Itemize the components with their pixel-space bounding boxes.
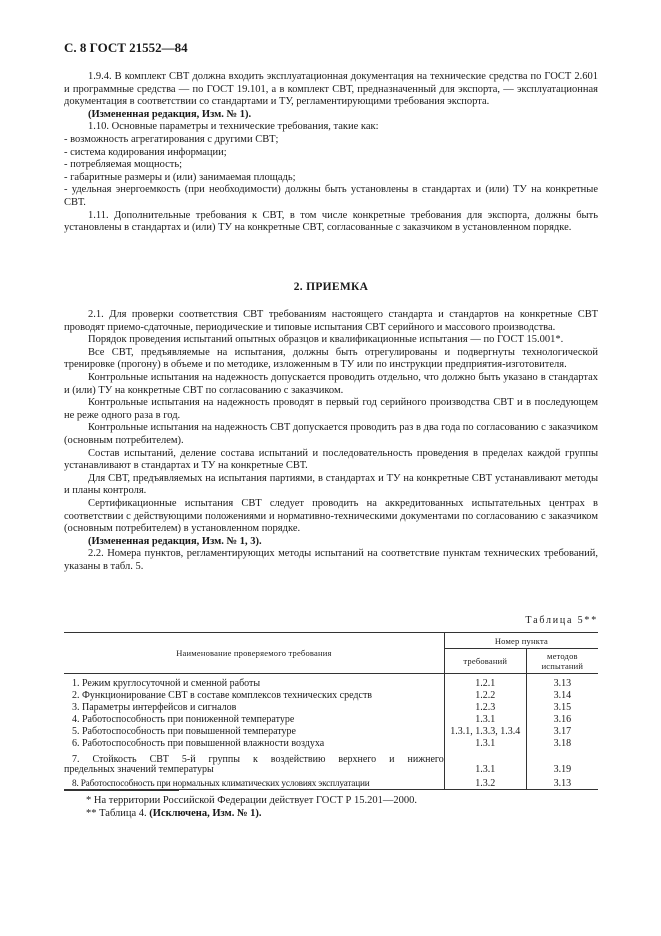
table-row: [64, 726, 598, 738]
row-requirement: 1.2.3: [444, 702, 526, 714]
row-requirement: 1.3.1: [444, 750, 526, 776]
row-method: 3.14: [526, 690, 598, 702]
paragraph-2-2: 2.2. Номера пунктов, регламентирующих методы испытаний на соответствие пунктам технических требований, указаны в табл. 5.: [64, 548, 598, 572]
row-name: 8. Работоспособность при нормальных климатических условиях эксплуатации: [64, 776, 444, 790]
table-caption: Таблица 5**: [525, 615, 598, 626]
row-name: 2. Функционирование СВТ в составе комплексов технических средств: [72, 690, 373, 701]
requirements-table: [64, 632, 598, 790]
row-method: 3.17: [526, 726, 598, 738]
paragraph-reliability-3: Контрольные испытания на надежность СВТ допускается проводить раз в два года по согласованию с заказчиком (основным потребителем).: [64, 422, 598, 446]
amendment-note: (Измененная редакция, Изм. № 1, 3).: [88, 535, 262, 547]
row-method: 3.18: [526, 738, 598, 750]
paragraph-certification: Сертификационные испытания СВТ следует проводить на аккредитованных испытательных центрах в соответствии с действующими положениями и нормативно-техническими документами по согласованию с заказчиком (основным потребителем) в установленном порядке.: [64, 497, 598, 535]
footnote-1: * На территории Российской Федерации действует ГОСТ Р 15.201—2000.: [86, 795, 417, 806]
row-name: [64, 750, 444, 776]
paragraph-reliability-1: Контрольные испытания на надежность допускается проводить отдельно, что должно быть указано в стандартах и (или) ТУ на конкретные СВТ по согласованию с заказчиком.: [64, 371, 598, 396]
row-method: 3.13: [526, 776, 598, 790]
row-method: 3.19: [526, 750, 598, 776]
row-name-line1: 7. Стойкость СВТ 5-й группы к воздействию верхнего и нижнего: [72, 753, 444, 765]
list-item: - система кодирования информации;: [64, 146, 227, 158]
row-requirement: 1.2.2: [444, 690, 526, 702]
footnote-2-note: (Исключена, Изм. № 1).: [149, 807, 262, 819]
row-method: 3.15: [526, 702, 598, 714]
footnote-2-text: ** Таблица 4.: [86, 807, 150, 819]
column-header-methods: [526, 649, 598, 674]
amendment-note: (Измененная редакция, Изм. № 1).: [88, 108, 252, 120]
row-name-line2: предельных значений температуры: [64, 764, 214, 775]
row-name: 3. Параметры интерфейсов и сигналов: [72, 702, 237, 713]
row-requirement: 1.3.1: [444, 738, 526, 750]
list-item: - возможность агрегатирования с другими СВТ;: [64, 133, 279, 145]
paragraph-all-equipment: Все СВТ, предъявляемые на испытания, должны быть отрегулированы и подвергнуты технологической тренировке (прогону) в объеме и по методике, изложенным в ТУ или по инструкции предприятия-изготовителя.: [64, 346, 598, 371]
row-requirement: 1.3.1: [444, 714, 526, 726]
row-name: 1. Режим круглосуточной и сменной работы: [72, 678, 261, 689]
column-group-header: Номер пункта: [444, 633, 598, 649]
table-row: [64, 776, 598, 790]
paragraph-reliability-2: Контрольные испытания на надежность проводят в первый год серийного производства СВТ и в последующем не реже одного раза в год.: [64, 397, 598, 421]
table-row: [64, 674, 598, 690]
paragraph-1-9-4: 1.9.4. В комплект СВТ должна входить эксплуатационная документация на технические средства по ГОСТ 2.601 и программные средства — по ГОСТ 19.101, а в комплект СВТ, предназначенный для экспорта, — эксплуатационная документация в соответствии со стандартами и ТУ, регламентирующими требования экспорта.: [64, 71, 598, 108]
page-header: С. 8 ГОСТ 21552—84: [64, 40, 188, 55]
row-method: 3.16: [526, 714, 598, 726]
paragraph-test-composition: Состав испытаний, деление состава испытаний и последовательность проведения в пределах каждой группы устанавливают в стандартах и ТУ на конкретные СВТ.: [64, 447, 598, 472]
table-row: [64, 714, 598, 726]
table-row: [64, 690, 598, 702]
section-title: 2. ПРИЕМКА: [293, 281, 369, 293]
list-item: - удельная энергоемкость (при необходимости) должны быть установлены в стандартах и (или) ТУ на конкретные СВТ.: [64, 184, 598, 208]
paragraph-1-10: 1.10. Основные параметры и технические требования, такие как:: [88, 121, 379, 133]
table-row: [64, 702, 598, 714]
row-name: 4. Работоспособность при пониженной температуре: [72, 714, 295, 725]
footnote-2: [64, 808, 598, 821]
paragraph-batches: Для СВТ, предъявляемых на испытания партиями, в стандартах и ТУ на конкретные СВТ устанавливают методы и планы контроля.: [64, 472, 598, 497]
table-row: [64, 750, 598, 776]
paragraph-2-1: 2.1. Для проверки соответствия СВТ требованиям настоящего стандарта и стандартов на конкретные СВТ проводят приемо-сдаточные, периодические и типовые испытания СВТ серийного и массового производства.: [64, 309, 598, 333]
row-requirement: 1.3.2: [444, 776, 526, 790]
paragraph-test-order: Порядок проведения испытаний опытных образцов и квалификационные испытания — по ГОСТ 15.001*.: [88, 334, 564, 346]
column-header-requirements: требований: [444, 649, 526, 674]
row-name: 5. Работоспособность при повышенной температуре: [72, 726, 296, 737]
list-item: - габаритные размеры и (или) занимаемая площадь;: [64, 171, 296, 183]
table-row: [64, 738, 598, 750]
row-method: 3.13: [526, 674, 598, 690]
column-header-name: Наименование проверяемого требования: [64, 633, 444, 674]
column-header-methods-line1: методов: [547, 651, 578, 661]
row-requirement: 1.3.1, 1.3.3, 1.3.4: [444, 726, 526, 738]
paragraph-1-11: 1.11. Дополнительные требования к СВТ, в том числе конкретные требования для экспорта, должны быть установлены в стандартах и (или) ТУ на конкретные СВТ, согласованные с заказчиком в установленном порядке.: [64, 209, 598, 234]
list-item: - потребляемая мощность;: [64, 159, 183, 171]
requirements-block: [64, 71, 598, 235]
footnotes: [64, 790, 598, 820]
footnote-divider: [64, 790, 179, 791]
row-requirement: 1.2.1: [444, 674, 526, 690]
row-name: 6. Работоспособность при повышенной влажности воздуха: [72, 738, 325, 749]
acceptance-block: [64, 309, 598, 573]
column-header-methods-line2: испытаний: [541, 661, 584, 671]
